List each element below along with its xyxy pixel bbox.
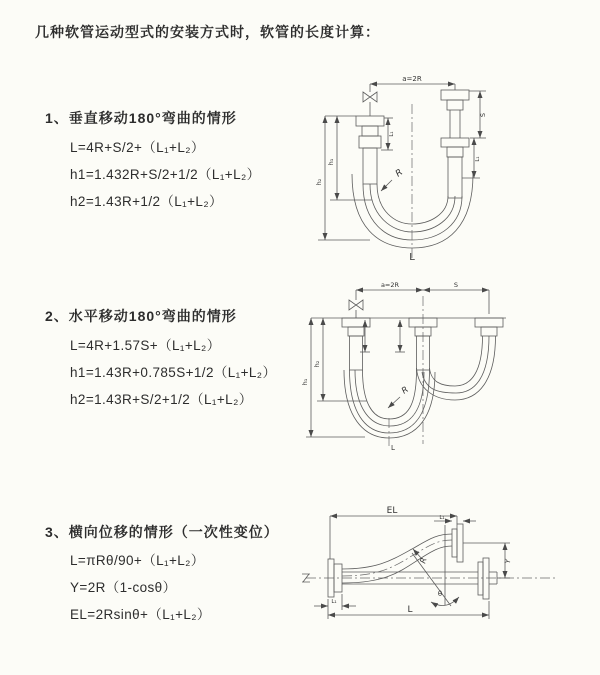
section3-formula-Y: Y=2R（1-cosθ）: [70, 580, 177, 595]
page-title: 几种软管运动型式的安装方式时，软管的长度计算：: [35, 24, 380, 40]
section1-formula-L: L=4R+S/2+（L₁+L₂）: [70, 140, 205, 155]
right-pipe-flange: [441, 90, 469, 198]
label-h-outer: h₁: [301, 378, 309, 386]
label-radius: R: [399, 384, 411, 397]
left-pipe-flange: [356, 116, 384, 184]
valve-icon: [349, 290, 363, 318]
section1-formula-h1: h1=1.432R+S/2+1/2（L₁+L₂）: [70, 167, 261, 182]
section3-formula-L: L=πRθ/90+（L₁+L₂）: [70, 553, 205, 568]
section3-formula-EL: EL=2Rsinθ+（L₁+L₂）: [70, 607, 211, 622]
section2-formula-h1: h1=1.43R+0.785S+1/2（L₁+L₂）: [70, 365, 277, 380]
diagram-horizontal-180-bend: [303, 280, 523, 454]
right-pipe-flange: [475, 318, 503, 336]
label-l1-right: L₁: [475, 156, 481, 162]
label-theta: θ: [437, 590, 443, 598]
label-length: L: [391, 444, 395, 452]
u-hose-deep: [344, 370, 435, 438]
label-y: Y: [503, 558, 513, 565]
dimension-fittings: [360, 320, 405, 352]
radius-leader: [388, 397, 400, 408]
radius-leader: [381, 180, 392, 191]
dimension-a2r: [370, 84, 455, 90]
label-s: S: [453, 281, 459, 289]
dimension-y: [463, 543, 513, 578]
label-el: EL: [386, 506, 398, 516]
dimension-s-right: [462, 91, 486, 178]
dimension-heights: [318, 116, 372, 240]
label-length: L: [407, 605, 413, 615]
label-a2r: a=2R: [380, 281, 400, 289]
label-l1-left: L₁: [331, 599, 337, 605]
label-l1-left: L₁: [389, 131, 395, 137]
diagram-lateral-displacement: [300, 503, 575, 637]
left-pipe-flange: [342, 318, 370, 370]
label-a2r: a=2R: [402, 75, 422, 83]
label-radius: R: [418, 556, 429, 565]
label-length: L: [409, 252, 415, 263]
upper-flange: [452, 524, 463, 562]
section3-heading: 3、横向位移的情形（一次性变位）: [45, 524, 279, 540]
dimension-el: [330, 516, 457, 559]
valve-icon: [363, 84, 377, 116]
label-h-inner: h₂: [313, 360, 321, 368]
label-l1-top: L₁: [439, 515, 445, 521]
section2-heading: 2、水平移动180°弯曲的情形: [45, 308, 237, 324]
u-hose: [352, 174, 473, 248]
section1-heading: 1、垂直移动180°弯曲的情形: [45, 110, 237, 126]
section2-formula-h2: h2=1.43R+S/2+1/2（L₁+L₂）: [70, 392, 253, 407]
diagram-vertical-180-bend: [312, 70, 502, 262]
middle-pipe-flange: [409, 318, 437, 370]
section2-formula-L: L=4R+1.57S+（L₁+L₂）: [70, 338, 221, 353]
label-h-inner: h₁: [327, 158, 335, 166]
section1-formula-h2: h2=1.43R+1/2（L₁+L₂）: [70, 194, 223, 209]
dimension-a2r: [356, 290, 489, 314]
s-hose: [342, 534, 452, 583]
label-s: S: [479, 112, 487, 118]
reference-pipe: [342, 558, 497, 599]
label-radius: R: [393, 167, 405, 180]
label-h-outer: h₂: [315, 178, 323, 186]
